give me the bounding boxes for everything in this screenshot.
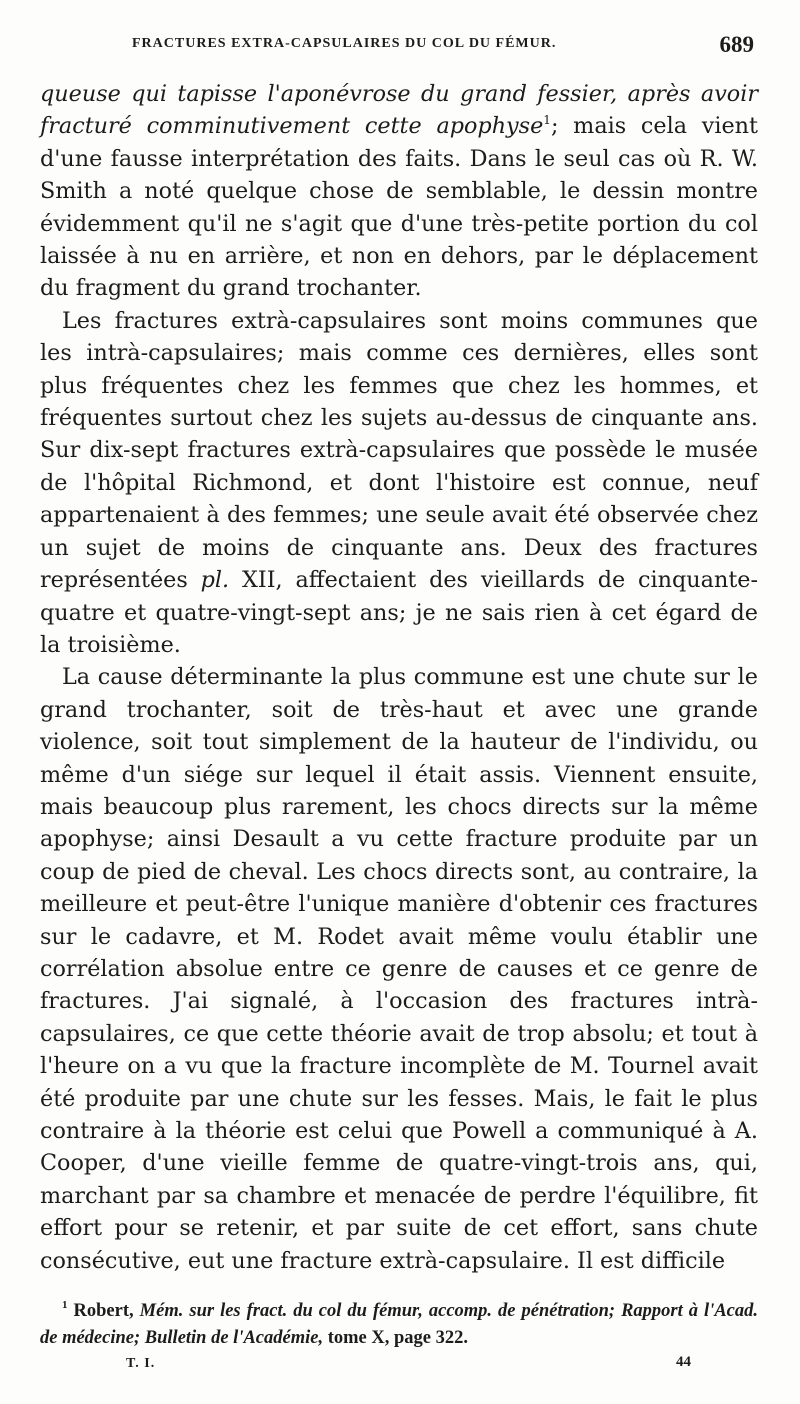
paragraph-1-italic: queuse qui tapisse l'aponévrose du grand fessier, après avoir fracturé comminutivement cette apophyse <box>40 81 758 140</box>
paragraph-1 <box>40 78 758 305</box>
footnote-mark: 1 <box>62 1299 68 1311</box>
footnote-italic: Mém. sur les fract. du col du fémur, accomp. de pénétration; Rapport à l'Acad. de médecine; Bulletin de l'Académie, <box>40 1301 759 1348</box>
footnote <box>40 1298 758 1352</box>
footnote-text <box>40 1298 758 1352</box>
paragraph-1-text: ; mais cela vient d'une fausse interprétation des faits. Dans le seul cas où R. W. Smith a noté quelque chose de semblable, le dessin montre évidemment qu'il ne s'agit que d'une très-petite portion du col laissée à nu en arrière, et non en dehors, par le déplacement du fragment du grand trochanter. <box>40 113 758 302</box>
paragraph-2-italic: pl. <box>200 567 230 594</box>
paragraph-2 <box>40 305 758 661</box>
paragraph-3: La cause déterminante la plus commune est une chute sur le grand trochanter, soit de très-haut et avec une grande violence, soit tout simplement de la hauteur de l'individu, ou même d'un siége sur lequel il était assis. Viennent ensuite, mais beaucoup plus rarement, les chocs directs sur la même apophyse; ainsi Desault a vu cette fracture produite par un coup de pied de cheval. Les chocs directs sont, au contraire, la meilleure et peut-être l'unique manière d'obtenir ces fractures sur le cadavre, et M. Rodet avait même voulu établir une corrélation absolue entre ce genre de causes et ce genre de fractures. J'ai signalé, à l'occasion des fractures intrà-capsulaires, ce que cette théorie avait de trop absolu; et tout à l'heure on a vu que la fracture incomplète de M. Tournel avait été produite par une chute sur les fesses. Mais, le fait le plus contraire à la théorie est celui que Powell a communiqué à A. Cooper, d'une vieille femme de quatre-vingt-trois ans, qui, marchant par sa chambre et menacée de perdre l'équilibre, fit effort pour se retenir, et par suite de cet effort, sans chute consécutive, eut une fracture extrà-capsulaire. Il est difficile <box>40 664 758 1274</box>
paragraph-2-text-b: XII, affectaient des vieillards de cinquante-quatre et quatre-vingt-sept ans; je ne sais rien à cet égard de la troisième. <box>40 567 759 658</box>
body-text <box>40 78 758 1277</box>
page-number: 689 <box>719 32 754 57</box>
footnote-reference: 1 <box>543 113 551 128</box>
footnote-author: Robert, <box>73 1301 134 1321</box>
footnote-rest: tome X, page 322. <box>323 1328 468 1348</box>
printer-signature: T. I. <box>126 1356 156 1371</box>
sheet-number: 44 <box>676 1354 691 1370</box>
running-title: FRACTURES EXTRA-CAPSULAIRES DU COL DU FÉMUR. <box>132 36 557 51</box>
paragraph-2-text-a: Les fractures extrà-capsulaires sont moins communes que les intrà-capsulaires; mais comme ces dernières, elles sont plus fréquentes chez les femmes que chez les hommes, et fréquentes surtout chez les sujets au-dessus de cinquante ans. Sur dix-sept fractures extrà-capsulaires que possède le musée de l'hôpital Richmond, et dont l'histoire est connue, neuf appartenaient à des femmes; une seule avait été observée chez un sujet de moins de cinquante ans. Deux des fractures représentées <box>40 307 758 594</box>
